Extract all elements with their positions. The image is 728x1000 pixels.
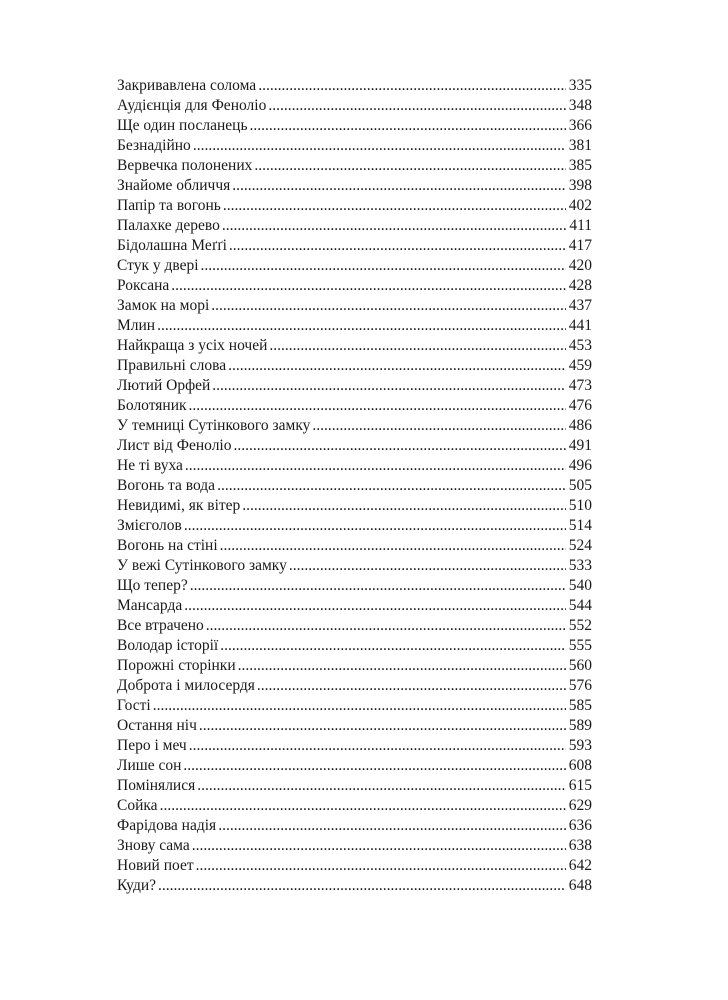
toc-entry	[117, 96, 592, 116]
chapter-title: Не ті вуха	[117, 457, 183, 474]
dot-leader	[196, 856, 566, 876]
page-number: 437	[568, 297, 592, 314]
dot-leader	[192, 836, 566, 856]
toc-entry	[117, 716, 592, 736]
chapter-title: Палахке дерево	[117, 217, 220, 234]
toc-entry	[117, 616, 592, 636]
chapter-title: Все втрачено	[117, 617, 204, 634]
toc-entry	[117, 756, 592, 776]
chapter-title: Млин	[117, 317, 156, 334]
toc-entry	[117, 796, 592, 816]
dot-leader	[211, 296, 565, 316]
dot-leader	[220, 536, 566, 556]
chapter-title: Вогонь та вода	[117, 477, 216, 494]
toc-entry	[117, 136, 592, 156]
toc-entry	[117, 856, 592, 876]
chapter-title: Фарідова надія	[117, 817, 217, 834]
dot-leader	[217, 476, 566, 496]
toc-entry	[117, 496, 592, 516]
dot-leader	[222, 216, 566, 236]
toc-entry	[117, 296, 592, 316]
toc-entry	[117, 736, 592, 756]
chapter-title: Мансарда	[117, 597, 183, 614]
toc-entry	[117, 556, 592, 576]
chapter-title: Бідолашна Меґґі	[117, 237, 227, 254]
toc-entry	[117, 396, 592, 416]
toc-entry	[117, 836, 592, 856]
chapter-title: Сойка	[117, 797, 158, 814]
page-number: 593	[568, 737, 592, 754]
page-number: 420	[568, 257, 592, 274]
page-number: 366	[568, 117, 592, 134]
dot-leader	[289, 556, 566, 576]
page-number: 411	[569, 217, 592, 234]
chapter-title: Вогонь на стіні	[117, 537, 218, 554]
page-number: 335	[568, 77, 592, 94]
toc-entry	[117, 196, 592, 216]
toc-entry	[117, 356, 592, 376]
page-number: 417	[568, 237, 592, 254]
toc-entry	[117, 656, 592, 676]
toc-entry	[117, 476, 592, 496]
dot-leader	[232, 176, 565, 196]
chapter-title: Правильні слова	[117, 357, 227, 374]
dot-leader	[212, 376, 565, 396]
dot-leader	[171, 276, 565, 296]
page-number: 491	[568, 437, 592, 454]
chapter-title: Що тепер?	[117, 577, 188, 594]
dot-leader	[189, 396, 566, 416]
page-number: 638	[568, 837, 592, 854]
chapter-title: Стук у двері	[117, 257, 199, 274]
page-number: 533	[568, 557, 592, 574]
page-number: 615	[568, 777, 592, 794]
dot-leader	[312, 416, 565, 436]
page-number: 441	[568, 317, 592, 334]
table-of-contents	[117, 76, 592, 896]
dot-leader	[153, 696, 566, 716]
page-number: 642	[568, 857, 592, 874]
page-number: 385	[568, 157, 592, 174]
dot-leader	[258, 76, 566, 96]
page-number: 402	[568, 197, 592, 214]
dot-leader	[190, 576, 566, 596]
dot-leader	[199, 716, 566, 736]
page-number: 476	[568, 397, 592, 414]
page-number: 496	[568, 457, 592, 474]
page-number: 486	[568, 417, 592, 434]
page-number: 398	[568, 177, 592, 194]
dot-leader	[193, 136, 566, 156]
dot-leader	[206, 616, 566, 636]
page-number: 589	[568, 717, 592, 734]
page-number: 381	[568, 137, 592, 154]
dot-leader	[250, 116, 566, 136]
dot-leader	[228, 356, 566, 376]
chapter-title: Найкраща з усіх ночей	[117, 337, 268, 354]
chapter-title: Роксана	[117, 277, 170, 294]
page-number: 585	[568, 697, 592, 714]
chapter-title: Лише сон	[117, 757, 182, 774]
dot-leader	[242, 496, 565, 516]
dot-leader	[269, 336, 565, 356]
chapter-title: Помінялися	[117, 777, 196, 794]
chapter-title: У вежі Сутінкового замку	[117, 557, 287, 574]
chapter-title: Змієголов	[117, 517, 182, 534]
toc-entry	[117, 116, 592, 136]
chapter-title: Лютий Орфей	[117, 377, 211, 394]
chapter-title: Остання ніч	[117, 717, 197, 734]
chapter-title: Ще один посланець	[117, 117, 248, 134]
chapter-title: Вервечка полонених	[117, 157, 253, 174]
page-number: 552	[568, 617, 592, 634]
dot-leader	[201, 256, 566, 276]
toc-entry	[117, 516, 592, 536]
page-number: 608	[568, 757, 592, 774]
page-number: 636	[568, 817, 592, 834]
dot-leader	[183, 756, 565, 776]
dot-leader	[157, 316, 566, 336]
dot-leader	[254, 156, 565, 176]
chapter-title: Новий поет	[117, 857, 194, 874]
page-number: 514	[568, 517, 592, 534]
toc-entry	[117, 376, 592, 396]
toc-entry	[117, 676, 592, 696]
chapter-title: Безнадійно	[117, 137, 191, 154]
dot-leader	[185, 456, 566, 476]
page-number: 540	[568, 577, 592, 594]
dot-leader	[184, 516, 566, 536]
dot-leader	[229, 236, 566, 256]
dot-leader	[158, 876, 566, 896]
page-number: 510	[568, 497, 592, 514]
chapter-title: Лист від Феноліо	[117, 437, 232, 454]
toc-entry	[117, 636, 592, 656]
page-number: 555	[568, 637, 592, 654]
dot-leader	[218, 816, 566, 836]
toc-entry	[117, 416, 592, 436]
page-number: 524	[568, 537, 592, 554]
dot-leader	[223, 196, 566, 216]
chapter-title: Гості	[117, 697, 151, 714]
toc-entry	[117, 776, 592, 796]
dot-leader	[184, 596, 566, 616]
toc-entry	[117, 156, 592, 176]
chapter-title: Знову сама	[117, 837, 190, 854]
dot-leader	[160, 796, 566, 816]
toc-entry	[117, 316, 592, 336]
page-number: 428	[568, 277, 592, 294]
chapter-title: Куди?	[117, 877, 157, 894]
chapter-title: Аудієнція для Феноліо	[117, 97, 267, 114]
toc-entry	[117, 816, 592, 836]
dot-leader	[220, 636, 566, 656]
chapter-title: Папір та вогонь	[117, 197, 221, 214]
toc-entry	[117, 76, 592, 96]
chapter-title: Перо і меч	[117, 737, 187, 754]
page-number: 544	[568, 597, 592, 614]
page-number: 459	[568, 357, 592, 374]
toc-entry	[117, 456, 592, 476]
page-number: 505	[568, 477, 592, 494]
toc-entry	[117, 436, 592, 456]
dot-leader	[189, 736, 566, 756]
chapter-title: Закривавлена солома	[117, 77, 257, 94]
chapter-title: Володар історії	[117, 637, 219, 654]
page-number: 560	[568, 657, 592, 674]
page-number: 629	[568, 797, 592, 814]
page-number: 648	[568, 877, 592, 894]
chapter-title: Болотяник	[117, 397, 187, 414]
dot-leader	[233, 436, 565, 456]
chapter-title: Порожні сторінки	[117, 657, 236, 674]
toc-entry	[117, 276, 592, 296]
toc-entry	[117, 876, 592, 896]
chapter-title: Знайоме обличчя	[117, 177, 231, 194]
toc-entry	[117, 576, 592, 596]
toc-entry	[117, 256, 592, 276]
toc-entry	[117, 176, 592, 196]
page-number: 576	[568, 677, 592, 694]
toc-entry	[117, 596, 592, 616]
page-number: 453	[568, 337, 592, 354]
dot-leader	[257, 676, 566, 696]
page-number: 473	[568, 377, 592, 394]
chapter-title: Замок на морі	[117, 297, 210, 314]
dot-leader	[268, 96, 565, 116]
toc-entry	[117, 216, 592, 236]
toc-entry	[117, 236, 592, 256]
toc-entry	[117, 536, 592, 556]
chapter-title: Невидимі, як вітер	[117, 497, 241, 514]
chapter-title: Доброта і милосердя	[117, 677, 255, 694]
page-number: 348	[568, 97, 592, 114]
dot-leader	[197, 776, 566, 796]
chapter-title: У темниці Сутінкового замку	[117, 417, 311, 434]
toc-entry	[117, 696, 592, 716]
dot-leader	[238, 656, 566, 676]
toc-entry	[117, 336, 592, 356]
